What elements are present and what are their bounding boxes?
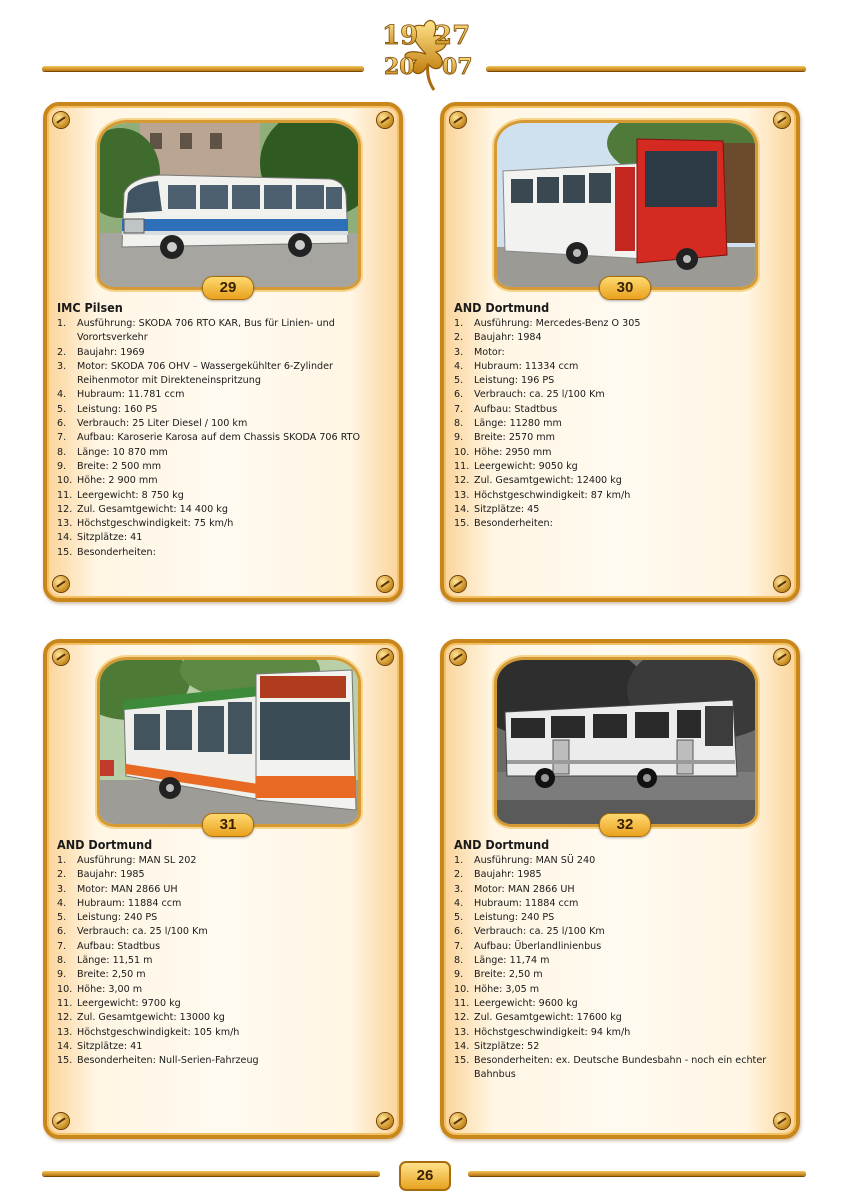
footer-rule-right	[468, 1171, 806, 1176]
bus-number-badge: 32	[599, 813, 651, 837]
bus-number-badge: 31	[202, 813, 254, 837]
man-su240-bus-photo	[494, 657, 758, 827]
bus-number-badge: 30	[599, 276, 651, 300]
svg-text:07: 07	[442, 54, 473, 80]
spec-list	[454, 317, 790, 531]
spec-item: 10. Höhe: 2950 mm	[454, 446, 552, 458]
spec-item: 1. Ausführung: Mercedes-Benz O 305	[454, 318, 641, 329]
screw-icon	[774, 576, 790, 592]
spec-item: 8. Länge: 10 870 mm	[57, 446, 168, 458]
spec-item: 7. Aufbau: Karoserie Karosa auf dem Chassis SKODA 706 RTO	[57, 432, 361, 444]
spec-item: 8. Länge: 11,74 m	[454, 955, 550, 967]
spec-item: 1. Ausführung: MAN SÜ 240	[454, 855, 596, 866]
spec-item: 12. Zul. Gesamtgewicht: 12400 kg	[454, 475, 622, 487]
spec-item: 2. Baujahr: 1969	[57, 346, 145, 358]
bus-owner-title: AND Dortmund	[454, 837, 550, 852]
anniversary-logo	[378, 14, 474, 94]
screw-icon	[377, 112, 393, 128]
spec-item: 10. Höhe: 3,00 m	[57, 983, 143, 995]
spec-item: 4. Hubraum: 11884 ccm	[454, 897, 579, 909]
spec-item: 15. Besonderheiten:	[57, 546, 156, 558]
spec-item: 9. Breite: 2 500 mm	[57, 460, 162, 472]
bus-owner-title: IMC Pilsen	[57, 300, 123, 315]
spec-item: 4. Hubraum: 11334 ccm	[454, 360, 579, 372]
spec-item: 13. Höchstgeschwindigkeit: 105 km/h	[57, 1026, 240, 1038]
spec-item: 11. Leergewicht: 9600 kg	[454, 997, 578, 1009]
spec-item: 10. Höhe: 3,05 m	[454, 983, 540, 995]
spec-item: 14. Sitzplätze: 52	[454, 1040, 540, 1052]
spec-list	[454, 854, 790, 1083]
bus-owner-title: AND Dortmund	[454, 300, 550, 315]
spec-item: 13. Höchstgeschwindigkeit: 94 km/h	[454, 1026, 631, 1038]
spec-item: 11. Leergewicht: 9050 kg	[454, 460, 578, 472]
mercedes-o305-bus-photo	[494, 120, 758, 290]
screw-icon	[377, 576, 393, 592]
bus-card-31	[43, 639, 403, 1139]
spec-item: 12. Zul. Gesamtgewicht: 17600 kg	[454, 1012, 622, 1024]
svg-text:27: 27	[434, 21, 471, 51]
spec-item: 5. Leistung: 240 PS	[57, 912, 158, 924]
svg-text:19: 19	[382, 21, 419, 51]
header-rule-left	[42, 66, 364, 71]
spec-item: 4. Hubraum: 11.781 ccm	[57, 389, 185, 401]
man-sl202-bus-photo	[97, 657, 361, 827]
spec-item: 7. Aufbau: Überlandlinienbus	[454, 940, 602, 952]
screw-icon	[450, 112, 466, 128]
spec-item: 12. Zul. Gesamtgewicht: 13000 kg	[57, 1012, 225, 1024]
screw-icon	[377, 1113, 393, 1129]
spec-item: 2. Baujahr: 1984	[454, 332, 542, 344]
spec-item: 3. Motor: SKODA 706 OHV – Wassergekühlter 6-Zylinder Reihenmotor mit Direkteneinspritzung	[57, 360, 333, 387]
spec-item: 6. Verbrauch: ca. 25 l/100 Km	[57, 926, 208, 938]
spec-item: 1. Ausführung: MAN SL 202	[57, 855, 197, 866]
screw-icon	[450, 1113, 466, 1129]
spec-item: 9. Breite: 2,50 m	[57, 969, 146, 981]
screw-icon	[450, 649, 466, 665]
spec-item: 5. Leistung: 160 PS	[57, 403, 158, 415]
screw-icon	[450, 576, 466, 592]
spec-item: 12. Zul. Gesamtgewicht: 14 400 kg	[57, 503, 228, 515]
spec-item: 3. Motor: MAN 2866 UH	[57, 883, 178, 895]
screw-icon	[53, 649, 69, 665]
screw-icon	[53, 1113, 69, 1129]
screw-icon	[774, 1113, 790, 1129]
page-number: 26	[399, 1161, 451, 1191]
spec-item: 15. Besonderheiten:	[454, 518, 553, 530]
screw-icon	[377, 649, 393, 665]
spec-item: 13. Höchstgeschwindigkeit: 87 km/h	[454, 489, 631, 501]
bus-card-32	[440, 639, 800, 1139]
spec-item: 15. Besonderheiten: ex. Deutsche Bundesbahn - noch ein echter Bahnbus	[454, 1055, 767, 1081]
spec-item: 14. Sitzplätze: 41	[57, 532, 143, 544]
bus-owner-title: AND Dortmund	[57, 837, 153, 852]
spec-item: 6. Verbrauch: ca. 25 l/100 Km	[454, 926, 605, 938]
svg-text:20: 20	[384, 54, 415, 80]
spec-item: 4. Hubraum: 11884 ccm	[57, 897, 182, 909]
spec-item: 8. Länge: 11,51 m	[57, 955, 153, 967]
screw-icon	[774, 649, 790, 665]
spec-item: 8. Länge: 11280 mm	[454, 418, 562, 430]
spec-item: 3. Motor:	[454, 346, 505, 358]
spec-item: 10. Höhe: 2 900 mm	[57, 475, 158, 487]
bus-card-30	[440, 102, 800, 602]
spec-item: 11. Leergewicht: 9700 kg	[57, 997, 181, 1009]
spec-item: 6. Verbrauch: 25 Liter Diesel / 100 km	[57, 418, 248, 430]
bus-number-badge: 29	[202, 276, 254, 300]
spec-item: 14. Sitzplätze: 41	[57, 1040, 143, 1052]
spec-item: 7. Aufbau: Stadtbus	[454, 403, 558, 415]
spec-item: 15. Besonderheiten: Null-Serien-Fahrzeug	[57, 1055, 259, 1067]
spec-list	[57, 854, 393, 1068]
spec-item: 13. Höchstgeschwindigkeit: 75 km/h	[57, 518, 234, 530]
spec-item: 3. Motor: MAN 2866 UH	[454, 883, 575, 895]
screw-icon	[53, 576, 69, 592]
bus-card-29	[43, 102, 403, 602]
spec-item: 5. Leistung: 196 PS	[454, 375, 555, 387]
screw-icon	[53, 112, 69, 128]
spec-item: 6. Verbrauch: ca. 25 l/100 Km	[454, 389, 605, 401]
spec-item: 14. Sitzplätze: 45	[454, 503, 540, 515]
header-rule-right	[486, 66, 806, 71]
spec-item: 7. Aufbau: Stadtbus	[57, 940, 161, 952]
skoda-706-rto-bus-photo	[97, 120, 361, 290]
spec-item: 5. Leistung: 240 PS	[454, 912, 555, 924]
footer-rule-left	[42, 1171, 380, 1176]
spec-item: 2. Baujahr: 1985	[57, 869, 145, 881]
spec-item: 9. Breite: 2,50 m	[454, 969, 543, 981]
spec-item: 1. Ausführung: SKODA 706 RTO KAR, Bus für Linien- und Vorortsverkehr	[57, 318, 335, 344]
spec-list	[57, 317, 393, 560]
screw-icon	[774, 112, 790, 128]
spec-item: 9. Breite: 2570 mm	[454, 432, 555, 444]
spec-item: 2. Baujahr: 1985	[454, 869, 542, 881]
spec-item: 11. Leergewicht: 8 750 kg	[57, 489, 184, 501]
